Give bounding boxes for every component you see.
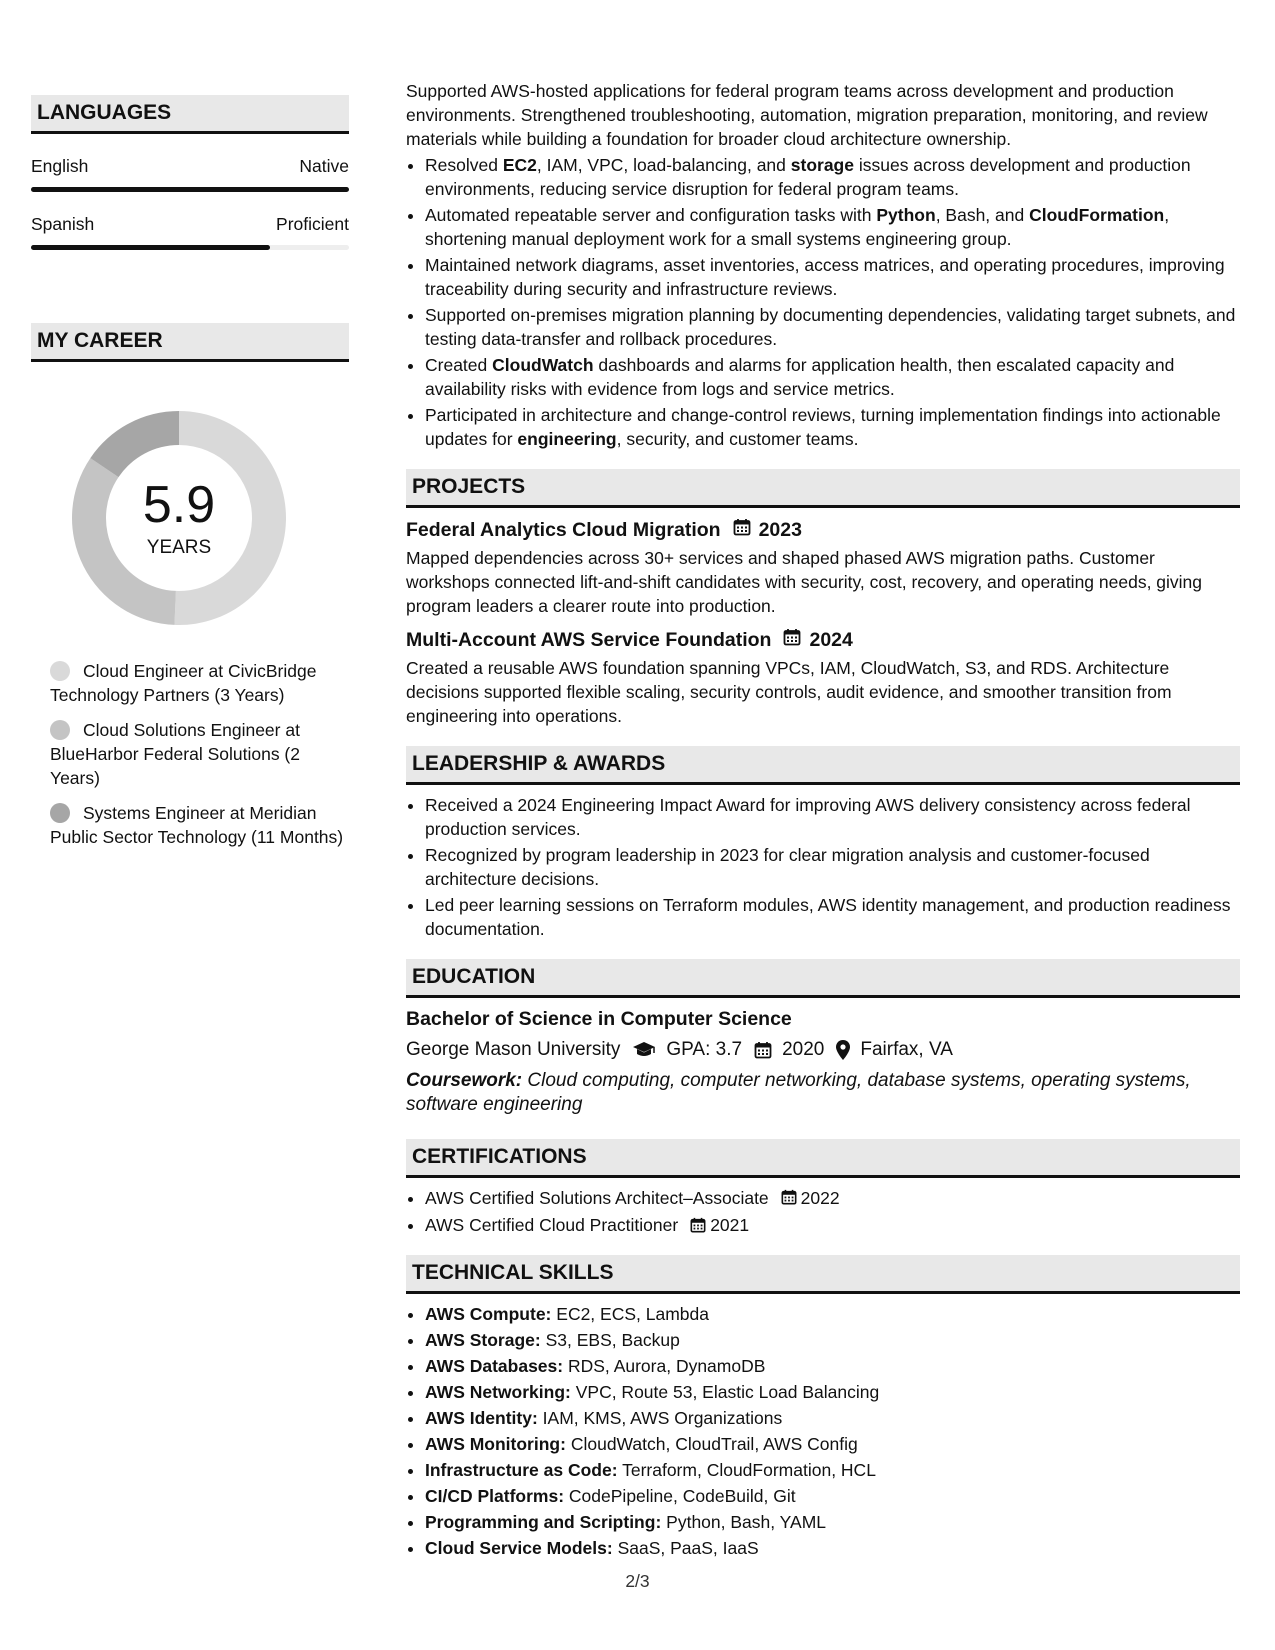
career-role-text: Cloud Engineer at CivicBridge Technology Partners (3 Years)	[50, 661, 317, 705]
graduation-cap-icon	[632, 1041, 656, 1059]
skill-item	[425, 1354, 1240, 1378]
skill-item	[425, 1484, 1240, 1508]
skill-label: Infrastructure as Code:	[425, 1459, 618, 1480]
certification-year: 2022	[800, 1188, 840, 1208]
project-title: Multi-Account AWS Service Foundation	[406, 628, 772, 651]
gpa: GPA: 3.7	[666, 1039, 743, 1060]
skill-value: SaaS, PaaS, IaaS	[617, 1537, 759, 1558]
certification-item	[425, 1186, 1240, 1211]
language-item	[31, 156, 349, 192]
page-number: 2/3	[625, 1571, 650, 1591]
project-description: Created a reusable AWS foundation spanning VPCs, IAM, CloudWatch, S3, and RDS. Architecture decisions supported flexible scaling, security controls, audit evidence, and smoother transition from engineering into operations.	[406, 658, 1172, 726]
bullet-text: issues across development and production environments, reducing service disruption for federal program teams.	[425, 155, 1191, 199]
map-pin-icon	[836, 1040, 850, 1060]
language-proficiency-bar	[31, 187, 349, 192]
skill-item	[425, 1380, 1240, 1404]
project-year: 2023	[758, 518, 802, 541]
project-year: 2024	[809, 628, 853, 651]
leadership-list	[406, 793, 1240, 941]
certification-name: AWS Certified Cloud Practitioner	[425, 1215, 679, 1236]
bullet-keyword: engineering	[517, 429, 617, 449]
experience-bullets	[406, 153, 1240, 451]
leadership-heading: LEADERSHIP & AWARDS	[406, 746, 1240, 785]
certification-year: 2021	[710, 1215, 750, 1236]
graduation-year: 2020	[782, 1039, 825, 1060]
language-proficiency-fill	[31, 245, 270, 250]
left-column	[31, 95, 349, 860]
skills-list	[406, 1302, 1240, 1560]
project-description: Mapped dependencies across 30+ services and shaped phased AWS migration paths. Customer workshops connected lift-and-shift candidates with security, cost, recovery, and operating needs, giving program leaders a clearer route into production.	[406, 548, 1203, 616]
skill-label: AWS Networking:	[425, 1381, 571, 1402]
leadership-item: • Received a 2024 Engineering Impact Award for improving AWS delivery consistency across federal production services.	[425, 793, 1240, 841]
legend-dot-icon	[50, 803, 70, 823]
career-role-text: Systems Engineer at Meridian Public Sector Technology (11 Months)	[50, 803, 344, 847]
language-proficiency-bar	[31, 245, 349, 250]
skill-value: Terraform, CloudFormation, HCL	[622, 1459, 876, 1480]
skill-value: IAM, KMS, AWS Organizations	[542, 1407, 783, 1428]
education-meta	[406, 1039, 1240, 1061]
career-role	[50, 659, 349, 707]
experience-summary: Supported AWS-hosted applications for federal program teams across development and production environments. Strengthened troubleshooting, automation, migration preparation, monitoring, and review materials while building a foundation for broader cloud architecture ownership.	[406, 81, 1208, 149]
languages-list	[31, 156, 349, 250]
coursework	[406, 1069, 1240, 1117]
skill-value: CodePipeline, CodeBuild, Git	[568, 1485, 796, 1506]
calendar-icon	[783, 628, 801, 652]
certification-name: AWS Certified Solutions Architect–Associate	[425, 1188, 769, 1208]
career-total-value: 5.9	[142, 476, 216, 534]
project-title: Federal Analytics Cloud Migration	[406, 518, 721, 541]
calendar-icon	[690, 1215, 706, 1239]
leadership-item: • Recognized by program leadership in 2023 for clear migration analysis and customer-focused architecture decisions.	[425, 843, 1240, 891]
language-proficiency-fill	[31, 187, 349, 192]
calendar-icon	[781, 1187, 797, 1211]
skill-label: AWS Identity:	[425, 1407, 538, 1428]
career-donut-chart	[66, 405, 292, 631]
experience-bullet	[425, 303, 1240, 351]
school-location: Fairfax, VA	[860, 1039, 953, 1060]
bullet-text: Maintained network diagrams, asset inventories, access matrices, and operating procedures, improving traceability during security and infrastructure reviews.	[425, 255, 1225, 299]
bullet-keyword: EC2	[502, 155, 537, 175]
experience-bullet	[425, 203, 1240, 251]
skill-item	[425, 1328, 1240, 1352]
bullet-text: , Bash, and	[935, 205, 1030, 225]
language-item	[31, 214, 349, 250]
skill-value: Python, Bash, YAML	[666, 1511, 827, 1532]
bullet-text: , IAM, VPC, load-balancing, and	[536, 155, 791, 175]
skill-value: S3, EBS, Backup	[545, 1329, 680, 1350]
language-name: Spanish	[31, 214, 95, 234]
certifications-list	[406, 1186, 1240, 1239]
career-legend	[31, 659, 349, 849]
skill-value: CloudWatch, CloudTrail, AWS Config	[570, 1433, 858, 1454]
skill-label: AWS Monitoring:	[425, 1433, 566, 1454]
skill-item	[425, 1302, 1240, 1326]
bullet-keyword: CloudWatch	[492, 355, 594, 375]
skill-value: RDS, Aurora, DynamoDB	[567, 1355, 766, 1376]
bullet-text: , security, and customer teams.	[616, 429, 859, 449]
project-item	[406, 628, 1240, 728]
skill-label: Cloud Service Models:	[425, 1537, 613, 1558]
legend-dot-icon	[50, 720, 70, 740]
coursework-label: Coursework:	[406, 1070, 523, 1091]
language-level: Native	[299, 156, 349, 176]
skill-label: AWS Storage:	[425, 1329, 541, 1350]
bullet-text: Resolved	[425, 155, 503, 175]
bullet-text: , shortening manual deployment work for a small systems engineering group.	[425, 205, 1170, 249]
skill-item	[425, 1536, 1240, 1560]
bullet-text: Created	[425, 355, 493, 375]
career-heading: MY CAREER	[31, 323, 349, 362]
skill-item	[425, 1458, 1240, 1482]
language-name: English	[31, 156, 89, 176]
bullet-text: Supported on-premises migration planning by documenting dependencies, validating target subnets, and testing data-transfer and rollback procedures.	[425, 305, 1236, 349]
certifications-heading: CERTIFICATIONS	[406, 1139, 1240, 1178]
experience-bullet	[425, 403, 1240, 451]
right-column	[406, 79, 1240, 1562]
experience-bullet	[425, 153, 1240, 201]
bullet-text: dashboards and alarms for application health, then escalated capacity and availability risks with evidence from logs and service metrics.	[425, 355, 1175, 399]
projects-heading: PROJECTS	[406, 469, 1240, 508]
career-role	[50, 718, 349, 790]
certification-item	[425, 1213, 1240, 1238]
bullet-text: Automated repeatable server and configuration tasks with	[425, 205, 877, 225]
bullet-keyword: CloudFormation	[1029, 205, 1165, 225]
skill-value: EC2, ECS, Lambda	[556, 1303, 709, 1324]
skill-label: Programming and Scripting:	[425, 1511, 662, 1532]
career-role-text: Cloud Solutions Engineer at BlueHarbor Federal Solutions (2 Years)	[50, 720, 300, 788]
skill-label: CI/CD Platforms:	[425, 1485, 565, 1506]
skill-item	[425, 1406, 1240, 1430]
bullet-keyword: storage	[790, 155, 854, 175]
career-total-unit: YEARS	[146, 537, 212, 558]
skill-label: AWS Databases:	[425, 1355, 564, 1376]
calendar-icon	[754, 1041, 772, 1059]
experience-bullet	[425, 253, 1240, 301]
education-heading: EDUCATION	[406, 959, 1240, 998]
skill-item	[425, 1510, 1240, 1534]
legend-dot-icon	[50, 661, 70, 681]
bullet-keyword: Python	[876, 205, 936, 225]
skills-heading: TECHNICAL SKILLS	[406, 1255, 1240, 1294]
experience-bullet	[425, 353, 1240, 401]
coursework-text: Cloud computing, computer networking, database systems, operating systems, software engineering	[406, 1070, 1191, 1115]
degree-title: Bachelor of Science in Computer Science	[406, 1008, 792, 1030]
skill-value: VPC, Route 53, Elastic Load Balancing	[575, 1381, 880, 1402]
school-name: George Mason University	[406, 1039, 621, 1060]
languages-heading: LANGUAGES	[31, 95, 349, 134]
calendar-icon	[733, 518, 751, 542]
project-item	[406, 518, 1240, 618]
skill-label: AWS Compute:	[425, 1303, 552, 1324]
language-level: Proficient	[276, 214, 349, 234]
leadership-item: • Led peer learning sessions on Terraform modules, AWS identity management, and production readiness documentation.	[425, 893, 1240, 941]
skill-item	[425, 1432, 1240, 1456]
bullet-text: Participated in architecture and change-control reviews, turning implementation findings into actionable updates for	[425, 405, 1221, 449]
career-role	[50, 801, 349, 849]
